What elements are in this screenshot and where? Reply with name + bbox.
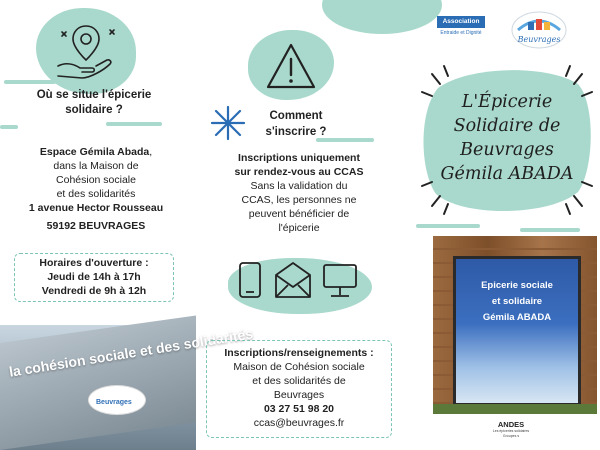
title-line: Solidaire de [453,116,561,136]
appointment-line: peuvent bénéficier de [248,208,350,220]
storefront-sign-text [455,278,579,326]
andes-logo [486,420,536,446]
sign-line: et solidaire [491,296,543,307]
grass [433,404,597,414]
town-logo-text: Beuvrages [96,399,132,406]
decor-wave [0,125,18,129]
heading-line: Comment [269,110,323,122]
association-logo [437,16,485,46]
contact-email: ccas@beuvrages.fr [253,417,345,429]
town-logo [510,10,568,52]
appointment-info [206,151,392,235]
computer-icon [324,265,356,296]
decor-wave [416,224,480,228]
title-line: L'Épicerie [461,92,553,112]
contact-heading: Inscriptions/renseignements : [224,347,374,359]
andes-subtitle: Groupes s [502,434,520,438]
address-block [2,145,190,233]
hours-line: Jeudi de 14h à 17h [47,271,141,283]
hours-line: Vendredi de 9h à 12h [41,285,147,297]
address-name: Espace Gémila Abada [39,146,150,158]
heading-line: solidaire ? [65,104,123,116]
sign-line: Epicerie sociale [481,280,553,291]
address-line [2,145,190,159]
contact-line: Beuvrages [273,389,325,401]
hours-heading: Horaires d'ouverture : [39,257,149,269]
title-line: Gémila ABADA [440,164,574,184]
association-logo-tagline: Entraide et Dignité [437,28,485,38]
decor-wave [106,122,162,126]
warning-icon [258,35,324,97]
contact-line: Maison de Cohésion sociale [233,361,365,373]
appointment-bold-line: sur rendez-vous au CCAS [234,166,364,178]
heading-line: s'inscrire ? [265,126,327,138]
address-postcode: 59192 BEUVRAGES [46,220,146,232]
appointment-line: Sans la validation du [250,180,348,192]
title-line: Beuvrages [460,140,554,160]
phone-icon [240,263,260,297]
brochure-title [422,90,592,186]
decor-wave [520,228,580,232]
address-line: Cohésion sociale [56,174,136,186]
opening-hours-box [14,253,174,302]
contact-icons [232,255,362,305]
address-line: dans la Maison de [53,160,139,172]
town-logo-text: Beuvrages [517,35,561,44]
andes-brand: ANDES [497,420,525,429]
sign-line: Gémila ABADA [482,312,552,323]
address-suffix: , [149,146,153,158]
storefront-photo [433,236,597,414]
panel-cover [400,0,600,450]
building-photo [0,325,255,450]
wood-plank [433,236,597,248]
location-pin-icon [48,18,124,84]
heading-line: Où se situe l'épicerie [36,89,152,101]
building-sign-text: la cohésion sociale et des solidarités [7,325,255,380]
contact-line: et des solidarités de [252,375,346,387]
envelope-icon [276,263,310,297]
association-logo-name: Association [437,16,485,28]
appointment-line: l'épicerie [278,222,320,234]
building-facade [0,315,255,450]
contact-box [206,340,392,438]
panel-registration [196,0,400,450]
contact-phone: 03 27 51 98 20 [263,403,335,415]
registration-heading [236,108,356,140]
andes-subtitle: Les épiceries solidaires [492,429,530,433]
address-street: 1 avenue Hector Rousseau [28,202,164,214]
address-line: et des solidarités [56,188,136,200]
location-heading [8,88,180,118]
appointment-bold-line: Inscriptions uniquement [238,152,360,164]
appointment-line: CCAS, les personnes ne [241,194,357,206]
panel-location [0,0,255,450]
